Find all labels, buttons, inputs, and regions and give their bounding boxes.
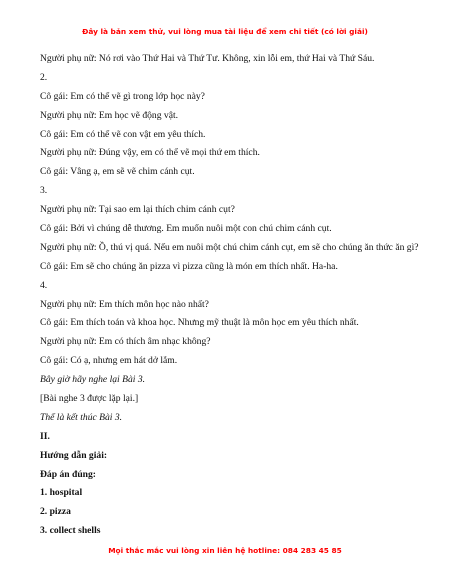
answer-item: 1. hospital [40, 487, 83, 499]
guide-heading: Hướng dẫn giải: [40, 449, 108, 461]
answer-item: 2. pizza [40, 506, 71, 518]
answer-heading: Đáp án đúng: [40, 468, 96, 480]
dialogue-line: Người phụ nữ: Nó rơi vào Thứ Hai và Thứ Tư. Không, xin lỗi em, thứ Hai và Thứ Sáu. [40, 53, 375, 64]
section-number: 4. [40, 279, 48, 291]
document-body [40, 53, 420, 544]
dialogue-line: Người phụ nữ: Ồ, thú vị quá. Nếu em nuôi một chú chim cánh cụt, em sẽ cho chúng ăn thức ăn gì? [40, 241, 419, 253]
instruction-line: Thế là kết thúc Bài 3. [40, 411, 123, 423]
instruction-line: [Bài nghe 3 được lặp lại.] [40, 393, 139, 405]
answer-item: 3. collect shells [40, 525, 101, 537]
dialogue-line: Người phụ nữ: Đúng vậy, em có thể vẽ mọi thứ em thích. [40, 147, 260, 159]
dialogue-line: Cô gái: Bởi vì chúng dễ thương. Em muốn nuôi một con chú chim cánh cụt. [40, 223, 332, 235]
dialogue-line: Cô gái: Em sẽ cho chúng ăn pizza vì pizza cũng là món em thích nhất. Ha-ha. [40, 260, 338, 272]
section-number: 3. [40, 185, 48, 197]
section-heading: II. [40, 430, 50, 442]
dialogue-line: Người phụ nữ: Em học vẽ động vật. [40, 109, 179, 121]
dialogue-line: Người phụ nữ: Em có thích âm nhạc không? [40, 336, 211, 348]
dialogue-line: Cô gái: Em thích toán và khoa học. Nhưng mỹ thuật là môn học em yêu thích nhất. [40, 317, 359, 329]
dialogue-line: Cô gái: Vâng ạ, em sẽ vẽ chim cánh cụt. [40, 166, 195, 178]
header-notice: Đây là bản xem thử, vui lòng mua tài liệu để xem chi tiết (có lời giải) [82, 27, 368, 36]
dialogue-line: Cô gái: Em có thể vẽ gì trong lớp học này? [40, 90, 205, 102]
dialogue-line: Cô gái: Em có thể vẽ con vật em yêu thích. [40, 128, 206, 140]
footer-notice: Mọi thắc mắc vui lòng xin liên hệ hotline: 084 283 45 85 [108, 546, 342, 555]
dialogue-line: Người phụ nữ: Em thích môn học nào nhất? [40, 298, 209, 310]
dialogue-line: Người phụ nữ: Tại sao em lại thích chim cánh cụt? [40, 204, 235, 216]
dialogue-line: Cô gái: Có ạ, nhưng em hát dở lắm. [40, 355, 178, 367]
instruction-line: Bây giờ hãy nghe lại Bài 3. [40, 374, 146, 386]
section-number: 2. [40, 71, 48, 83]
